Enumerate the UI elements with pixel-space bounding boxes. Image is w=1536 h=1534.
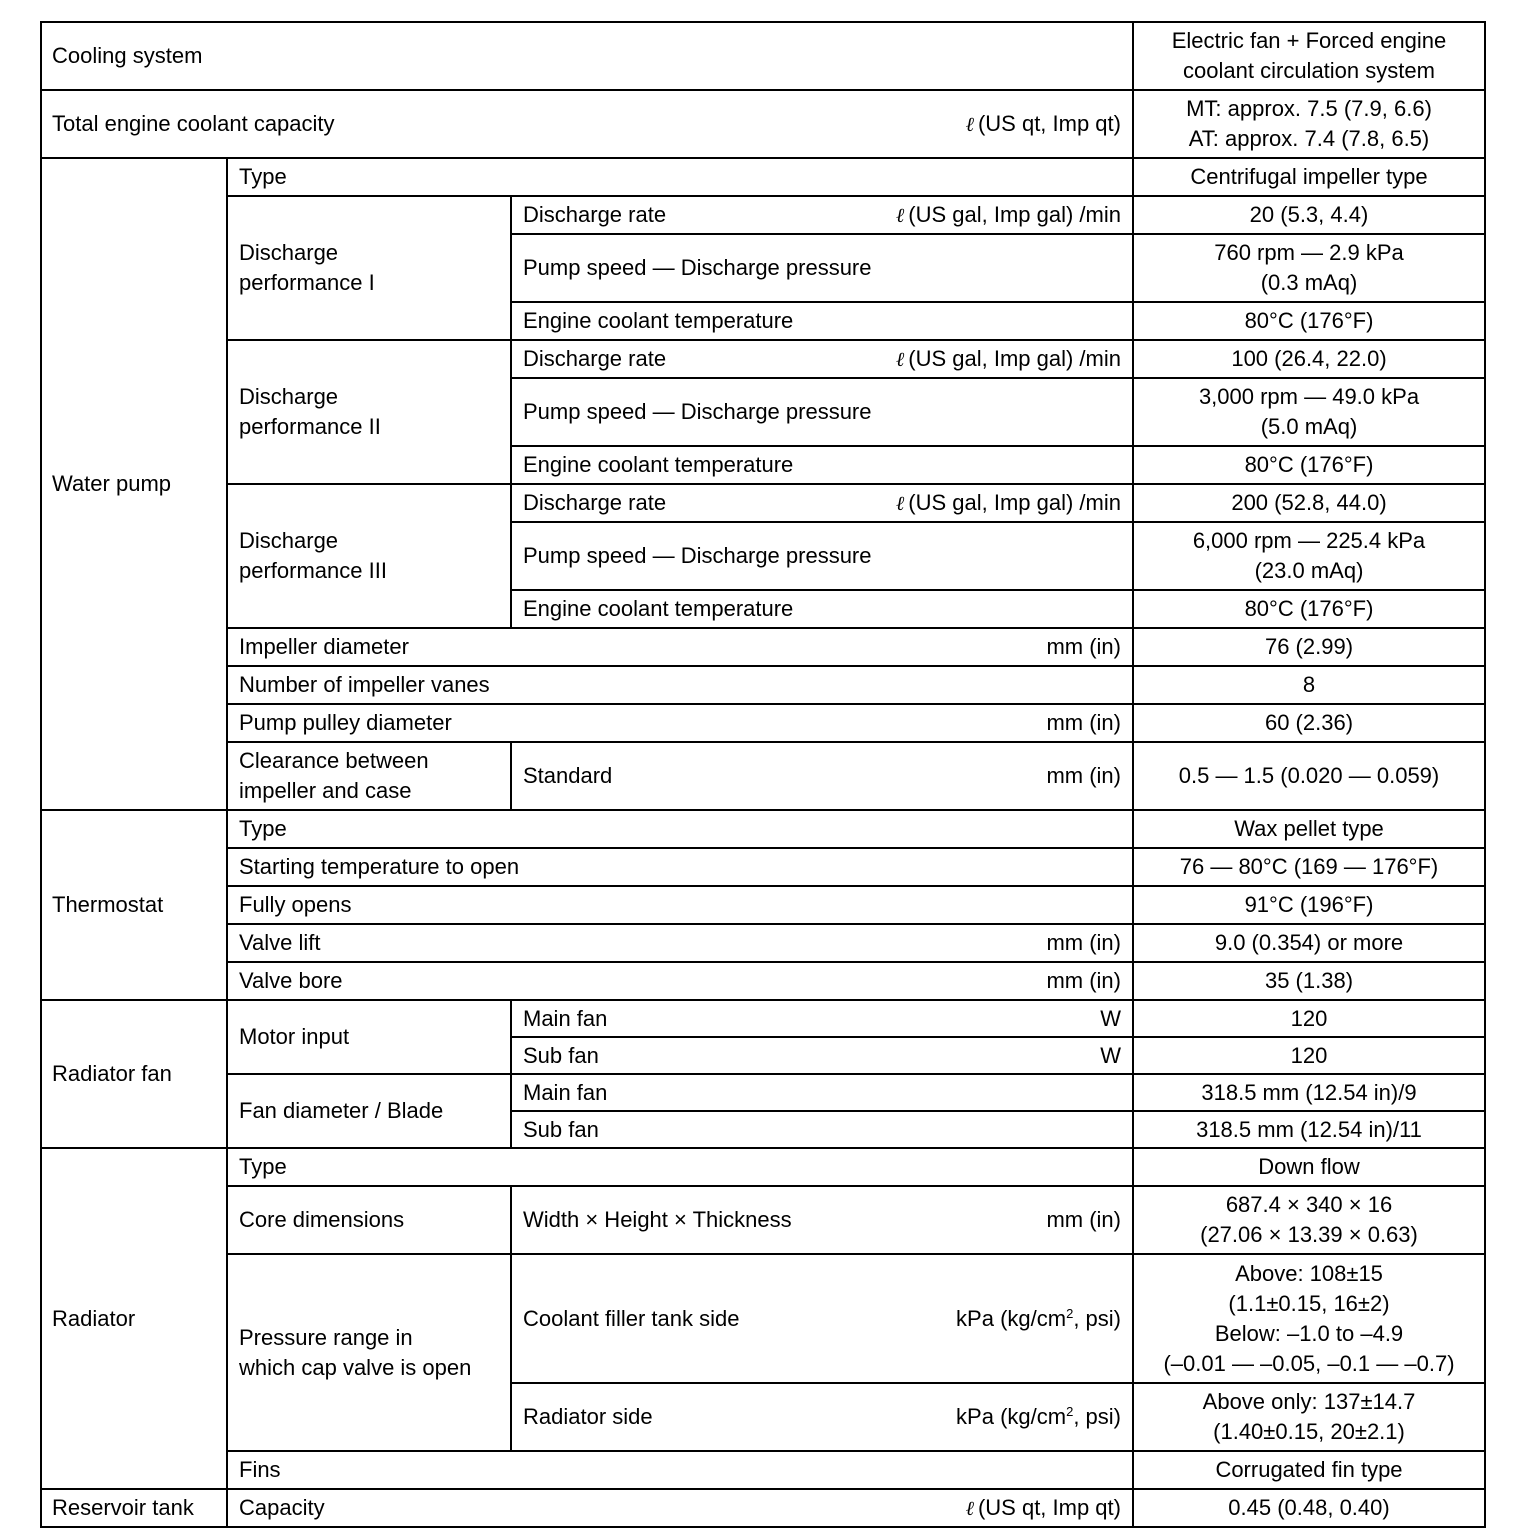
type-value-text: Down flow	[1258, 1154, 1360, 1179]
pressure-radiator-side-label-text: Radiator side	[523, 1404, 653, 1429]
fan-diameter-sub-label	[511, 1111, 1133, 1148]
water-pump-type-value	[1133, 158, 1485, 196]
pressure-radiator-side-label	[511, 1383, 1133, 1451]
clearance-sub-label	[511, 742, 1133, 810]
unit-text: mm (in)	[1046, 968, 1121, 993]
pressure-filler-value	[1133, 1254, 1485, 1383]
row-thermostat-valve-lift	[41, 924, 1485, 962]
unit-text: mm (in)	[1046, 710, 1121, 735]
pulley-diameter-label-text: Pump pulley diameter	[239, 710, 452, 735]
row-pulley-diameter	[41, 704, 1485, 742]
unit-text: , psi)	[1073, 1404, 1121, 1429]
impeller-diameter-label	[227, 628, 1133, 666]
fan-diameter-sub-value	[1133, 1111, 1485, 1148]
unit-superscript: 2	[1066, 1305, 1074, 1321]
discharge-3-pressure-label	[511, 522, 1133, 590]
impeller-diameter-value-text: 76 (2.99)	[1264, 634, 1354, 659]
total-capacity-label-text: Total engine coolant capacity	[52, 111, 335, 136]
discharge-1-rate-label	[511, 196, 1133, 234]
fan-diameter-main-value	[1133, 1074, 1485, 1111]
rate-value-text: 200 (52.8, 44.0)	[1231, 490, 1387, 515]
temp-label-text: Engine coolant temperature	[523, 452, 794, 477]
row-fins	[41, 1451, 1485, 1489]
total-capacity-unit	[966, 109, 1121, 139]
thermostat-row-label-text: Valve lift	[239, 930, 321, 955]
fins-value	[1133, 1451, 1485, 1489]
unit-superscript: 2	[1066, 1404, 1074, 1419]
reservoir-label	[41, 1489, 227, 1527]
unit-text: mm (in)	[1046, 634, 1121, 659]
row-total-capacity	[41, 90, 1485, 158]
unit-text: (US qt, Imp qt)	[977, 111, 1121, 136]
motor-input-main-value-text: 120	[1290, 1005, 1328, 1031]
total-capacity-label	[41, 90, 1133, 158]
rate-unit	[896, 344, 1121, 374]
rate-value-text: 20 (5.3, 4.4)	[1249, 202, 1369, 227]
pressure-filler-value-line: Above: 108±15	[1235, 1260, 1383, 1286]
discharge-2-rate-value	[1133, 340, 1485, 378]
impeller-vanes-label	[227, 666, 1133, 704]
discharge-3-pressure-value	[1133, 522, 1485, 590]
water-pump-label-text: Water pump	[52, 471, 172, 496]
unit-text: W	[1100, 1042, 1121, 1068]
thermostat-row-label	[227, 848, 1133, 886]
type-label-text: Type	[239, 1154, 287, 1179]
discharge-label-line: Discharge	[239, 528, 339, 553]
radiator-label	[41, 1148, 227, 1489]
capacity-value-text: 0.45 (0.48, 0.40)	[1228, 1495, 1390, 1520]
thermostat-row-label-text: Valve bore	[239, 968, 343, 993]
row-cooling-system	[41, 22, 1485, 90]
discharge-3-label	[227, 484, 511, 628]
unit-text: (US qt, Imp qt)	[977, 1495, 1121, 1520]
pulley-diameter-value	[1133, 704, 1485, 742]
clearance-sub-label-text: Standard	[523, 763, 613, 788]
row-water-pump-type	[41, 158, 1485, 196]
total-capacity-value-line: AT: approx. 7.4 (7.8, 6.5)	[1188, 126, 1430, 151]
unit-text: mm (in)	[1046, 930, 1121, 955]
pressure-unit	[956, 1402, 1121, 1432]
discharge-1-label	[227, 196, 511, 340]
thermostat-row-value	[1133, 810, 1485, 848]
pressure-value-line: (0.3 mAq)	[1260, 270, 1358, 295]
cooling-system-value-line: coolant circulation system	[1183, 58, 1435, 83]
discharge-3-temp-value	[1133, 590, 1485, 628]
core-dimensions-label-text: Core dimensions	[239, 1207, 405, 1232]
water-pump-type-label	[227, 158, 1133, 196]
motor-input-sub-value-text: 120	[1290, 1042, 1328, 1068]
pressure-filler-label	[511, 1254, 1133, 1383]
row-thermostat-fully-opens	[41, 886, 1485, 924]
discharge-2-temp-label	[511, 446, 1133, 484]
reservoir-label-text: Reservoir tank	[52, 1495, 194, 1520]
core-dimensions-label	[227, 1186, 511, 1254]
reservoir-capacity-value	[1133, 1489, 1485, 1527]
row-core-dimensions	[41, 1186, 1485, 1254]
unit-text: W	[1100, 1005, 1121, 1031]
fan-diameter-main-value-text: 318.5 mm (12.54 in)/9	[1201, 1079, 1417, 1105]
clearance-value-text: 0.5 — 1.5 (0.020 — 0.059)	[1178, 763, 1440, 788]
discharge-label-line: Discharge	[239, 240, 339, 265]
thermostat-row-value	[1133, 886, 1485, 924]
thermostat-row-value-text: 9.0 (0.354) or more	[1214, 930, 1404, 955]
row-clearance	[41, 742, 1485, 810]
clearance-label	[227, 742, 511, 810]
rate-label-text: Discharge rate	[523, 202, 667, 227]
sub-fan-label-text: Sub fan	[523, 1042, 599, 1068]
row-impeller-diameter	[41, 628, 1485, 666]
fan-diameter-main-label	[511, 1074, 1133, 1111]
discharge-label-line: performance III	[239, 558, 387, 583]
pressure-filler-value-line: (–0.01 — –0.05, –0.1 — –0.7)	[1163, 1350, 1455, 1376]
sub-fan-label-text: Sub fan	[523, 1116, 599, 1142]
impeller-diameter-value	[1133, 628, 1485, 666]
litre-symbol: ℓ	[895, 347, 905, 371]
fins-label-text: Fins	[239, 1457, 281, 1482]
motor-input-main-label	[511, 1000, 1133, 1037]
total-capacity-value	[1133, 90, 1485, 158]
pressure-radiator-side-value-line: (1.40±0.15, 20±2.1)	[1213, 1419, 1405, 1444]
temp-value-text: 80°C (176°F)	[1244, 452, 1374, 477]
fan-diameter-sub-value-text: 318.5 mm (12.54 in)/11	[1196, 1116, 1422, 1142]
pressure-range-label	[227, 1254, 511, 1451]
pressure-radiator-side-value	[1133, 1383, 1485, 1451]
discharge-1-pressure-value	[1133, 234, 1485, 302]
clearance-label-line: impeller and case	[239, 778, 412, 803]
pressure-filler-value-line: Below: –1.0 to –4.9	[1214, 1320, 1404, 1346]
core-dimensions-sub-label	[511, 1186, 1133, 1254]
unit-text: kPa (kg/cm	[956, 1404, 1067, 1429]
unit-text: mm (in)	[1046, 763, 1121, 788]
unit-text: (US gal, Imp gal) /min	[908, 490, 1121, 515]
thermostat-row-value-text: Wax pellet type	[1234, 816, 1384, 841]
row-thermostat-start	[41, 848, 1485, 886]
impeller-vanes-value-text: 8	[1302, 672, 1316, 697]
discharge-1-temp-value	[1133, 302, 1485, 340]
type-value-text: Centrifugal impeller type	[1190, 164, 1428, 189]
temp-value-text: 80°C (176°F)	[1244, 596, 1374, 621]
thermostat-row-value-text: 91°C (196°F)	[1244, 892, 1374, 917]
thermostat-row-value	[1133, 924, 1485, 962]
unit-text: (US gal, Imp gal) /min	[908, 202, 1121, 227]
discharge-3-rate-label	[511, 484, 1133, 522]
cooling-system-value-line: Electric fan + Forced engine	[1171, 28, 1447, 53]
rate-label-text: Discharge rate	[523, 346, 667, 371]
impeller-vanes-label-text: Number of impeller vanes	[239, 672, 490, 697]
row-motor-input-main	[41, 1000, 1485, 1037]
discharge-2-label	[227, 340, 511, 484]
motor-input-sub-label	[511, 1037, 1133, 1074]
clearance-label-line: Clearance between	[239, 748, 429, 773]
discharge-3-temp-label	[511, 590, 1133, 628]
pressure-value-line: (23.0 mAq)	[1254, 558, 1364, 583]
litre-symbol: ℓ	[965, 112, 974, 136]
row-fan-diameter-main	[41, 1074, 1485, 1111]
fins-value-text: Corrugated fin type	[1215, 1457, 1403, 1482]
motor-input-sub-value	[1133, 1037, 1485, 1074]
discharge-1-pressure-label	[511, 234, 1133, 302]
motor-input-main-value	[1133, 1000, 1485, 1037]
row-impeller-vanes	[41, 666, 1485, 704]
main-fan-label-text: Main fan	[523, 1079, 608, 1105]
fan-diameter-label-text: Fan diameter / Blade	[239, 1098, 444, 1123]
fan-diameter-label	[227, 1074, 511, 1148]
row-discharge-2-rate	[41, 340, 1485, 378]
pressure-value-line: 3,000 rpm — 49.0 kPa	[1198, 384, 1420, 409]
type-label-text: Type	[239, 164, 287, 189]
row-discharge-3-rate	[41, 484, 1485, 522]
unit-text: , psi)	[1073, 1305, 1121, 1331]
core-dimensions-value-line: 687.4 × 340 × 16	[1225, 1192, 1393, 1217]
pressure-label-text: Pump speed — Discharge pressure	[523, 255, 872, 280]
main-fan-label-text: Main fan	[523, 1005, 608, 1031]
capacity-label-text: Capacity	[239, 1495, 325, 1520]
discharge-2-temp-value	[1133, 446, 1485, 484]
thermostat-row-label	[227, 810, 1133, 848]
pressure-label-text: Pump speed — Discharge pressure	[523, 399, 872, 424]
row-reservoir-tank	[41, 1489, 1485, 1527]
impeller-diameter-label-text: Impeller diameter	[239, 634, 409, 659]
thermostat-row-value	[1133, 848, 1485, 886]
cooling-system-value	[1133, 22, 1485, 90]
thermostat-row-value-text: 76 — 80°C (169 — 176°F)	[1179, 854, 1439, 879]
discharge-label-line: Discharge	[239, 384, 339, 409]
rate-unit	[896, 200, 1121, 230]
temp-label-text: Engine coolant temperature	[523, 596, 794, 621]
core-dimensions-sub-label-text: Width × Height × Thickness	[523, 1207, 792, 1232]
pulley-diameter-value-text: 60 (2.36)	[1264, 710, 1354, 735]
pressure-label-text: Pump speed — Discharge pressure	[523, 543, 872, 568]
pressure-range-label-line: Pressure range in	[239, 1324, 413, 1350]
pressure-value-line: 760 rpm — 2.9 kPa	[1214, 240, 1404, 265]
radiator-fan-label	[41, 1000, 227, 1148]
rate-value-text: 100 (26.4, 22.0)	[1231, 346, 1387, 371]
discharge-label-line: performance I	[239, 270, 375, 295]
discharge-2-pressure-label	[511, 378, 1133, 446]
row-radiator-type	[41, 1148, 1485, 1186]
thermostat-row-label	[227, 962, 1133, 1000]
discharge-label-line: performance II	[239, 414, 381, 439]
row-thermostat-type	[41, 810, 1485, 848]
pressure-value-line: (5.0 mAq)	[1260, 414, 1358, 439]
radiator-type-value	[1133, 1148, 1485, 1186]
motor-input-label	[227, 1000, 511, 1074]
discharge-1-temp-label	[511, 302, 1133, 340]
core-dimensions-value-line: (27.06 × 13.39 × 0.63)	[1200, 1222, 1418, 1247]
cooling-spec-table	[40, 21, 1486, 1528]
temp-value-text: 80°C (176°F)	[1244, 308, 1374, 333]
thermostat-row-value-text: 35 (1.38)	[1264, 968, 1354, 993]
thermostat-row-value	[1133, 962, 1485, 1000]
discharge-3-rate-value	[1133, 484, 1485, 522]
pressure-value-line: 6,000 rpm — 225.4 kPa	[1192, 528, 1426, 553]
cooling-system-label	[41, 22, 1133, 90]
unit-text: (US gal, Imp gal) /min	[908, 346, 1121, 371]
cooling-system-label-text: Cooling system	[52, 43, 203, 68]
unit-text: kPa (kg/cm	[956, 1305, 1067, 1331]
reservoir-unit	[966, 1493, 1121, 1523]
clearance-value	[1133, 742, 1485, 810]
pressure-filler-value-line: (1.1±0.15, 16±2)	[1228, 1290, 1390, 1316]
core-dimensions-value	[1133, 1186, 1485, 1254]
motor-input-label-text: Motor input	[239, 1024, 350, 1049]
thermostat-row-label	[227, 924, 1133, 962]
thermostat-row-label-text: Type	[239, 816, 287, 841]
temp-label-text: Engine coolant temperature	[523, 308, 794, 333]
row-discharge-1-rate	[41, 196, 1485, 234]
litre-symbol: ℓ	[895, 203, 905, 227]
discharge-2-rate-label	[511, 340, 1133, 378]
impeller-vanes-value	[1133, 666, 1485, 704]
water-pump-label	[41, 158, 227, 810]
discharge-1-rate-value	[1133, 196, 1485, 234]
litre-symbol: ℓ	[895, 491, 905, 515]
pressure-radiator-side-value-line: Above only: 137±14.7	[1202, 1389, 1416, 1414]
rate-label-text: Discharge rate	[523, 490, 667, 515]
thermostat-row-label	[227, 886, 1133, 924]
pressure-range-label-line: which cap valve is open	[239, 1354, 472, 1380]
rate-unit	[896, 488, 1121, 518]
total-capacity-value-line: MT: approx. 7.5 (7.9, 6.6)	[1186, 96, 1432, 121]
pressure-filler-label-text: Coolant filler tank side	[523, 1305, 740, 1331]
row-pressure-filler	[41, 1254, 1485, 1383]
pressure-unit	[956, 1304, 1121, 1334]
unit-text: mm (in)	[1046, 1207, 1121, 1232]
pulley-diameter-label	[227, 704, 1133, 742]
radiator-label-text: Radiator	[52, 1305, 136, 1331]
thermostat-row-label-text: Starting temperature to open	[239, 854, 520, 879]
thermostat-label	[41, 810, 227, 1000]
thermostat-label-text: Thermostat	[52, 892, 164, 917]
fins-label	[227, 1451, 1133, 1489]
row-thermostat-valve-bore	[41, 962, 1485, 1000]
reservoir-capacity-label	[227, 1489, 1133, 1527]
radiator-fan-label-text: Radiator fan	[52, 1061, 172, 1086]
thermostat-row-label-text: Fully opens	[239, 892, 352, 917]
litre-symbol: ℓ	[965, 1496, 974, 1520]
discharge-2-pressure-value	[1133, 378, 1485, 446]
radiator-type-label	[227, 1148, 1133, 1186]
